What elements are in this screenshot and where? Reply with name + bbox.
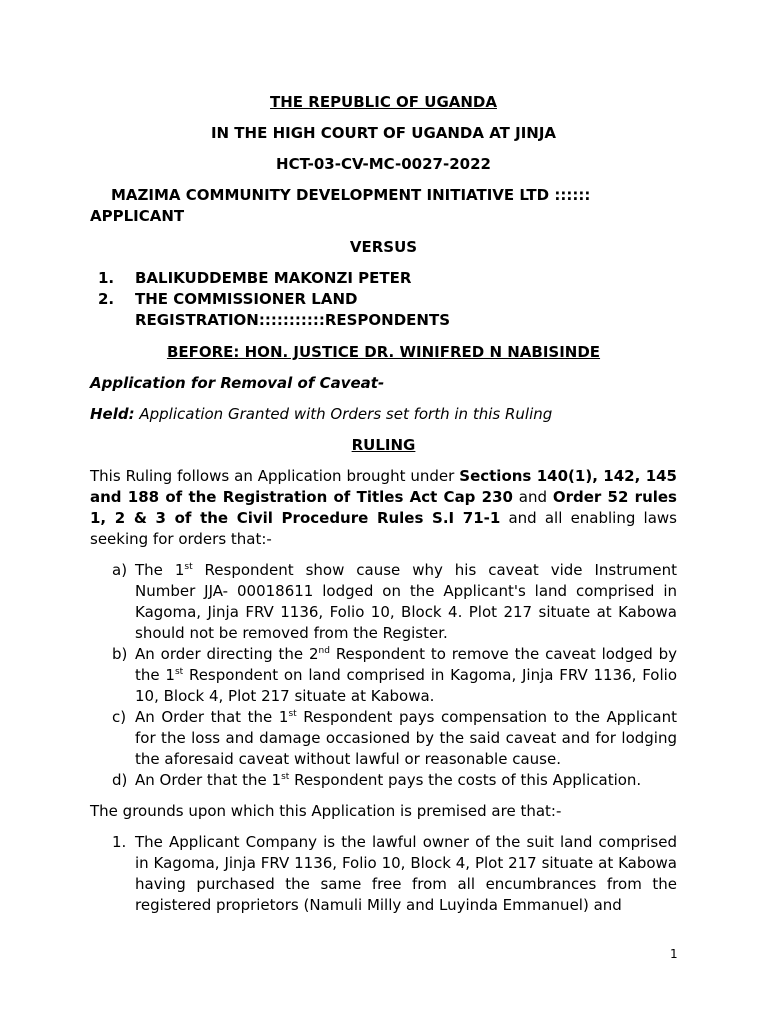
intro-bold-1: Sections 140(1), 142, 145 and 188 of the Registration of Titles Act Cap 230 xyxy=(90,467,677,506)
order-marker: d) xyxy=(112,771,128,789)
respondent-number: 2. xyxy=(98,290,115,308)
order-item-b xyxy=(90,644,677,707)
case-number: HCT-03-CV-MC-0027-2022 xyxy=(276,155,491,173)
order-marker: a) xyxy=(112,561,128,579)
held-text: Application Granted with Orders set forth in this Ruling xyxy=(134,405,553,423)
order-item-c xyxy=(90,707,677,770)
grounds-list xyxy=(90,832,677,916)
order-item-a xyxy=(90,560,677,644)
court-heading: IN THE HIGH COURT OF UGANDA AT JINJA xyxy=(210,124,557,142)
order-text: An Order that the 1st Respondent pays compensation to the Applicant for the loss and damage occasioned by the said caveat and for lodging the aforesaid caveat without lawful or reasonable cause. xyxy=(135,708,677,768)
intro-paragraph xyxy=(90,466,677,550)
ground-marker: 1. xyxy=(112,833,127,851)
order-marker: b) xyxy=(112,645,128,663)
ground-item xyxy=(90,832,677,916)
applicant-line: MAZIMA COMMUNITY DEVELOPMENT INITIATIVE LTD :::::: APPLICANT xyxy=(90,186,591,225)
application-title: Application for Removal of Caveat- xyxy=(90,374,385,392)
intro-bold-2: Order 52 rules 1, 2 & 3 of the Civil Procedure Rules S.I 71-1 xyxy=(90,488,677,527)
order-text: An order directing the 2nd Respondent to remove the caveat lodged by the 1st Respondent on land comprised in Kagoma, Jinja FRV 1136, Folio 10, Block 4, Plot 217 situate at Kabowa. xyxy=(135,645,677,705)
respondent-name: THE COMMISSIONER LAND REGISTRATION:::::::::::RESPONDENTS xyxy=(135,290,451,329)
ground-text: The Applicant Company is the lawful owner of the suit land comprised in Kagoma, Jinja FRV 1136, Folio 10, Block 4, Plot 217 situate at Kabowa having purchased the same free from all encumbrances from the registered proprietors (Namuli Milly and Luyinda Emmanuel) and xyxy=(135,833,677,914)
document-page xyxy=(90,92,677,926)
order-item-d xyxy=(90,770,677,791)
respondent-item xyxy=(90,268,677,289)
respondents-list xyxy=(90,268,677,331)
respondent-item xyxy=(90,289,677,331)
before-judge: BEFORE: HON. JUSTICE DR. WINIFRED N NABISINDE xyxy=(166,343,601,361)
order-marker: c) xyxy=(112,708,127,726)
versus-heading: VERSUS xyxy=(349,238,418,256)
page-number: 1 xyxy=(670,947,678,961)
respondent-number: 1. xyxy=(98,269,115,287)
respondent-name: BALIKUDDEMBE MAKONZI PETER xyxy=(135,269,412,287)
ruling-heading: RULING xyxy=(351,436,416,454)
order-text: The 1st Respondent show cause why his caveat vide Instrument Number JJA- 00018611 lodged on the Applicant's land comprised in Kagoma, Jinja FRV 1136, Folio 10, Block 4. Plot 217 situate at Kabowa should not be removed from the Register. xyxy=(135,561,677,642)
intro-text-2: and xyxy=(513,488,553,506)
held-line xyxy=(90,404,677,425)
orders-list xyxy=(90,560,677,791)
order-text: An Order that the 1st Respondent pays the costs of this Application. xyxy=(135,771,642,789)
held-label: Held: xyxy=(90,405,135,423)
intro-text-3: and all enabling laws seeking for orders that:- xyxy=(90,509,678,548)
intro-text-1: This Ruling follows an Application brought under xyxy=(90,467,460,485)
republic-heading: THE REPUBLIC OF UGANDA xyxy=(270,93,497,111)
grounds-intro: The grounds upon which this Application is premised are that:- xyxy=(90,802,562,820)
